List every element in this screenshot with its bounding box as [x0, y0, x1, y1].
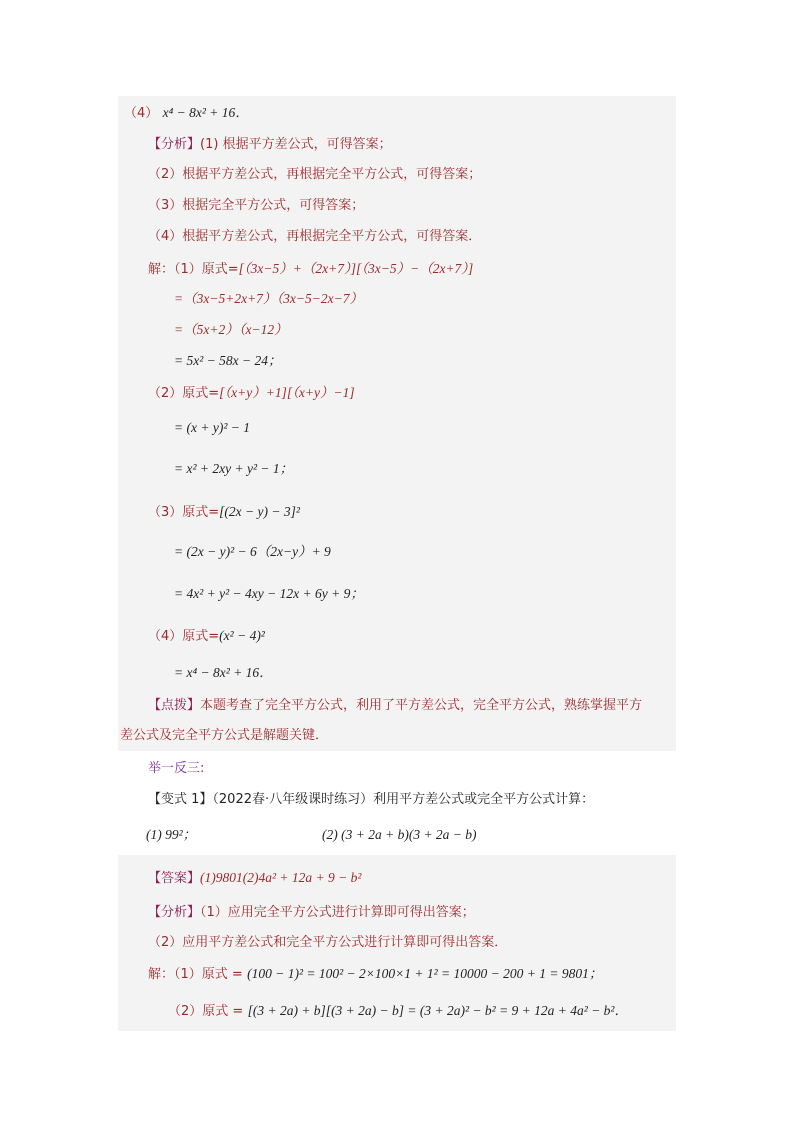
question-1: (1) 99²；: [146, 827, 197, 842]
expression: (100 − 1)² = 100² − 2×100×1 + 1² = 10000 − 200 + 1 = 9801；: [247, 966, 603, 981]
variant-text: （2022春·八年级课时练习）利用平方差公式或完全平方公式计算：: [212, 792, 595, 807]
solution-prefix: （2）原式 =: [168, 1004, 244, 1019]
answer-tag: 【答案】: [148, 871, 201, 886]
analysis-line-4: （4）根据平方差公式，再根据完全平方公式，可得答案．: [148, 229, 482, 244]
answer-text: (1)9801(2)4a² + 12a + 9 − b²: [200, 870, 362, 885]
answer-line: [148, 869, 361, 888]
question-2: (2) (3 + 2a + b)(3 + 2a − b): [322, 827, 477, 842]
solution-step: = 5x² − 58x − 24；: [174, 353, 282, 368]
solution-line-2: [148, 384, 355, 403]
solution-line-1: [148, 965, 602, 984]
analysis-text: （1）应用完全平方公式进行计算即可得出答案；: [200, 905, 475, 920]
expression: [（x+y）+1][（x+y）−1]: [219, 385, 355, 400]
expression: (x² − 4)²: [219, 628, 265, 643]
expression: [(3 + 2a) + b][(3 + 2a) − b] = (3 + 2a)² − b² = 9 + 12a + 4a² − b²．: [247, 1003, 628, 1018]
item-number: （4）: [124, 106, 159, 121]
solution-prefix: （3）原式=: [148, 505, 220, 520]
solution-line-2: [168, 1002, 628, 1021]
solution-prefix: （4）原式=: [148, 629, 220, 644]
solution-step: = 4x² + y² − 4xy − 12x + 6y + 9；: [174, 586, 364, 601]
tip-text: 本题考查了完全平方公式，利用了平方差公式，完全平方公式，熟练掌握平方: [200, 698, 643, 713]
analysis-tag: 【分析】: [148, 905, 201, 920]
solution-step: = x⁴ − 8x² + 16．: [174, 665, 273, 680]
tip-line-2: 差公式及完全平方公式是解题关键．: [120, 728, 329, 743]
solution-line-3: [148, 503, 300, 522]
solution-step: = x² + 2xy + y² − 1；: [174, 461, 294, 476]
tip-line-1: [148, 696, 642, 715]
analysis-text: (1) 根据平方差公式，可得答案；: [200, 137, 392, 152]
expression: [(2x − y) − 3]²: [219, 504, 300, 519]
expression: x⁴ − 8x² + 16．: [162, 105, 249, 120]
analysis-line-2: （2）应用平方差公式和完全平方公式进行计算即可得出答案．: [148, 935, 508, 950]
solution-line-4: [148, 627, 265, 646]
solution-block-1: [118, 96, 676, 751]
solution-step: =（5x+2）（x−12）: [174, 322, 288, 337]
solution-prefix: 解：（1）原式=: [148, 262, 239, 277]
analysis-line-3: （3）根据完全平方公式，可得答案；: [148, 198, 365, 213]
solution-line-1: [148, 260, 473, 279]
solution-step: =（3x−5+2x+7）（3x−5−2x−7）: [174, 291, 363, 306]
analysis-line-1: [148, 135, 392, 154]
section-title: 举一反三:: [148, 761, 205, 776]
analysis-line-1: [148, 903, 475, 922]
solution-step: = (x + y)² − 1: [174, 420, 250, 435]
problem-line-4: [124, 104, 249, 123]
tip-tag: 【点拨】: [148, 698, 201, 713]
variant-question: [148, 790, 594, 809]
solution-prefix: 解：（1）原式 =: [148, 967, 243, 982]
expression: [（3x−5）+（2x+7）][（3x−5）−（2x+7）]: [238, 261, 474, 276]
solution-block-2: [118, 855, 676, 1031]
solution-prefix: （2）原式=: [148, 386, 220, 401]
variant-tag: 【变式 1】: [148, 792, 213, 807]
solution-step: = (2x − y)² − 6（2x−y）+ 9: [174, 544, 331, 559]
analysis-line-2: （2）根据平方差公式，再根据完全平方公式，可得答案；: [148, 167, 482, 182]
analysis-tag: 【分析】: [148, 137, 201, 152]
